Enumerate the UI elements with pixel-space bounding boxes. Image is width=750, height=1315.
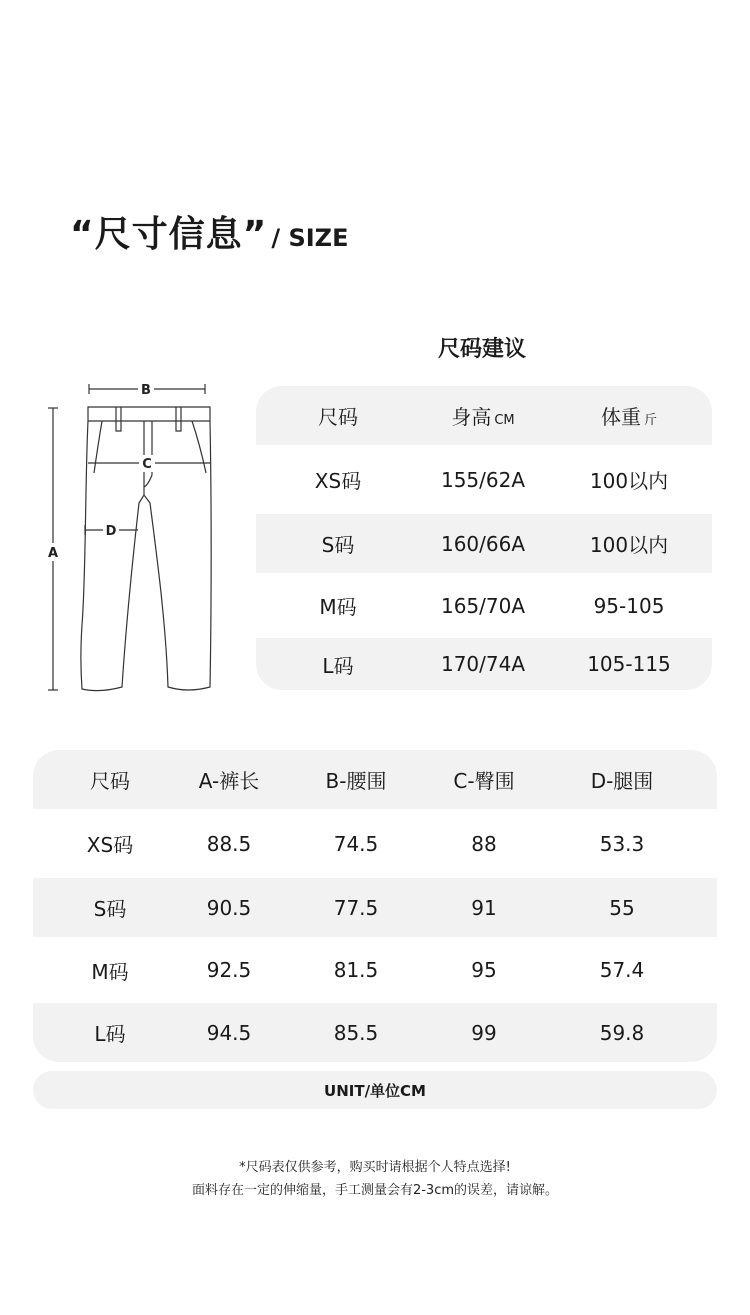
header-size: 尺码 (90, 769, 130, 793)
table-row: XS码 155/62A 100以内 (314, 467, 669, 493)
size-recommendation-table (256, 386, 712, 690)
header-weight: 体重 斤 (600, 405, 657, 429)
table-row: M码 165/70A 95-105 (319, 593, 665, 619)
header-size: 尺码 (318, 405, 358, 429)
page-title (70, 206, 348, 257)
label-b: B (141, 383, 151, 398)
table-row: S码 90.5 77.5 91 55 (33, 878, 717, 937)
measurement-table (33, 750, 717, 1062)
header-waist: B-腰围 (325, 769, 387, 793)
disclaimer-line-2: 面料存在一定的伸缩量，手工测量会有2-3cm的误差，请谅解。 (191, 1183, 559, 1198)
table-row: M码 92.5 81.5 95 57.4 (91, 958, 645, 984)
table-header-row (33, 750, 717, 809)
label-a: A (47, 546, 59, 561)
title-sub: / SIZE (271, 224, 349, 252)
pants-diagram (40, 375, 240, 705)
header-height: 身高 CM (451, 405, 515, 429)
label-c: C (142, 457, 152, 472)
header-hip: C-臀围 (453, 769, 515, 793)
disclaimer-line-1: *尺码表仅供参考，购买时请根据个人特点选择! (239, 1160, 511, 1175)
header-length: A-裤长 (198, 769, 260, 793)
table-row: S码 160/66A 100以内 (256, 514, 712, 573)
table-row: L码 94.5 85.5 99 59.8 (33, 1003, 717, 1062)
label-d: D (105, 524, 117, 539)
title-main: “尺寸信息” (70, 214, 268, 255)
header-thigh: D-腿围 (590, 769, 654, 793)
unit-label: UNIT/单位CM (33, 1071, 717, 1109)
table-row: L码 170/74A 105-115 (256, 638, 712, 690)
table-header-row (256, 386, 712, 445)
table-row: XS码 88.5 74.5 88 53.3 (86, 831, 645, 857)
recommendation-title: 尺码建议 (437, 337, 527, 362)
